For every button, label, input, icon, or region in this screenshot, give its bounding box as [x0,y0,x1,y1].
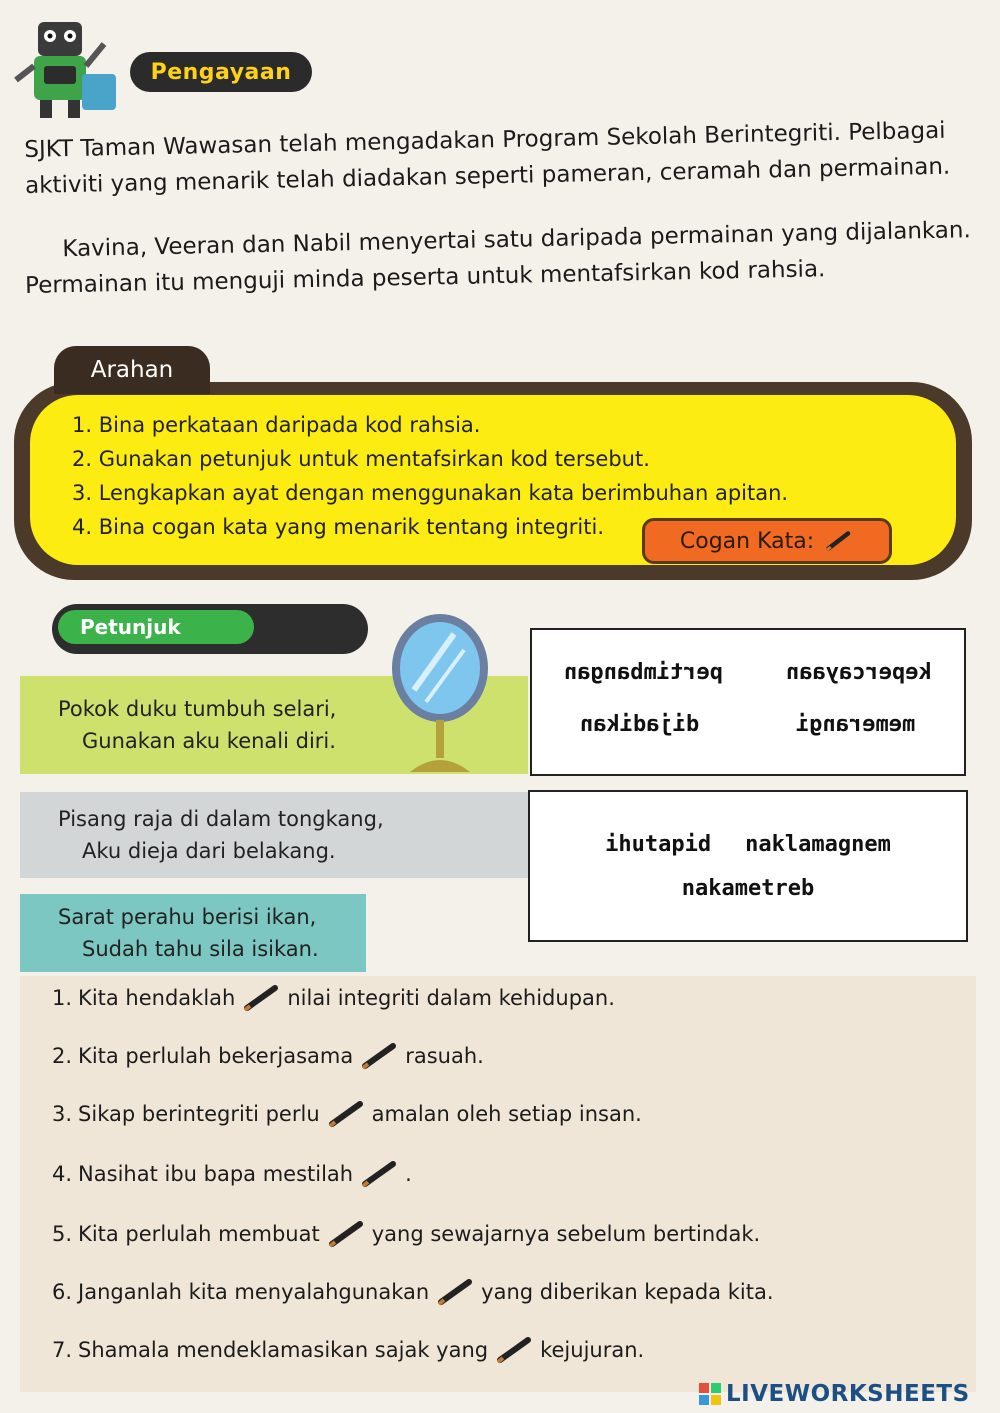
code-word: kepercayaan [786,660,933,685]
sentence-item [52,1278,774,1306]
petunjuk-pill [58,610,254,644]
sentence-before: Sikap berintegriti perlu [78,1102,320,1126]
intro-paragraph-1 [24,112,991,204]
mirror-illustration [384,610,496,778]
pencil-icon[interactable] [494,1336,534,1364]
code-box-mirror [530,628,966,776]
sentence-number: 5. [52,1222,73,1246]
sentence-item [52,1336,644,1364]
sentence-before: Nasihat ibu bapa mestilah [78,1162,354,1186]
pencil-icon[interactable] [326,1220,366,1248]
sentence-number: 1. [52,986,73,1010]
sentence-before: Kita perlulah membuat [78,1222,320,1246]
sentence-after: nilai integriti dalam kehidupan. [287,986,615,1010]
sentence-item [52,1160,412,1188]
intro-paragraph-2 [24,212,991,304]
sentence-after: yang sewajarnya sebelum bertindak. [371,1222,761,1246]
arahan-item: 2. Gunakan petunjuk untuk mentafsirkan kod tersebut. [72,447,650,471]
sentence-before: Kita perlulah bekerjasama [78,1044,354,1068]
clue-line: Pokok duku tumbuh selari, [58,697,337,721]
arahan-item: 3. Lengkapkan ayat dengan menggunakan kata berimbuhan apitan. [72,481,789,505]
clue-line: Sarat perahu berisi ikan, [58,905,317,929]
pencil-icon[interactable] [326,1100,366,1128]
clue-fill [20,894,366,972]
code-word: naklamagnem [745,832,891,857]
sentence-number: 6. [52,1280,73,1304]
sentence-number: 4. [52,1162,73,1186]
arahan-item: 4. Bina cogan kata yang menarik tentang integriti. [72,515,605,539]
sentence-after: kejujuran. [540,1338,645,1362]
petunjuk-label: Petunjuk [80,615,181,639]
liveworksheets-watermark [698,1378,994,1410]
section-title: Pengayaan [150,59,292,85]
clue-line: Pisang raja di dalam tongkang, [58,807,384,831]
pencil-icon[interactable] [241,984,281,1012]
sentence-item [52,984,615,1012]
intro-text-1: SJKT Taman Wawasan telah mengadakan Program Sekolah Berintegriti. Pelbagai aktiviti yang menarik telah diadakan seperti pameran, ceramah dan permainan. [24,117,951,199]
clue-line: Gunakan aku kenali diri. [82,729,336,753]
watermark-text: LIVEWORKSHEETS [726,1381,970,1407]
sentence-item [52,1042,484,1070]
cogan-kata-button[interactable] [642,518,892,564]
code-word: dijadikan [580,712,700,737]
sentence-number: 2. [52,1044,73,1068]
sentence-before: Janganlah kita menyalahgunakan [78,1280,430,1304]
pencil-icon[interactable] [359,1160,399,1188]
arahan-label: Arahan [90,357,174,383]
sentence-before: Shamala mendeklamasikan sajak yang [78,1338,489,1362]
code-word: pertimbangan [563,660,723,685]
clue-line: Sudah tahu sila isikan. [82,937,319,961]
sentence-before: Kita hendaklah [78,986,236,1010]
code-word: memerangi [796,712,916,737]
pencil-icon[interactable] [435,1278,475,1306]
sentence-number: 7. [52,1338,73,1362]
arahan-item: 1. Bina perkataan daripada kod rahsia. [72,413,481,437]
sentence-after: yang diberikan kepada kita. [481,1280,774,1304]
clue-reverse [20,792,528,878]
cogan-kata-label: Cogan Kata: [679,528,815,554]
pencil-icon[interactable] [359,1042,399,1070]
sentence-exercise-panel [20,976,976,1392]
sentence-item [52,1220,760,1248]
sentence-number: 3. [52,1102,73,1126]
sentence-after: rasuah. [405,1044,484,1068]
sentence-item [52,1100,642,1128]
arahan-tab [54,346,210,394]
liveworksheets-logo-icon [698,1382,722,1406]
robot-mascot-illustration [8,14,126,124]
code-word: nakametreb [681,876,815,901]
code-word: ihutapid [605,832,712,857]
section-title-badge [130,52,312,92]
intro-text-2: Kavina, Veeran dan Nabil menyertai satu daripada permainan yang dijalankan. Permainan itu menguji minda peserta untuk mentafsirkan kod rahsia. [24,217,972,299]
clue-line: Aku dieja dari belakang. [82,839,336,863]
pencil-icon [824,529,854,553]
sentence-after: amalan oleh setiap insan. [371,1102,642,1126]
sentence-after: . [405,1162,412,1186]
code-box-reverse [528,790,968,942]
